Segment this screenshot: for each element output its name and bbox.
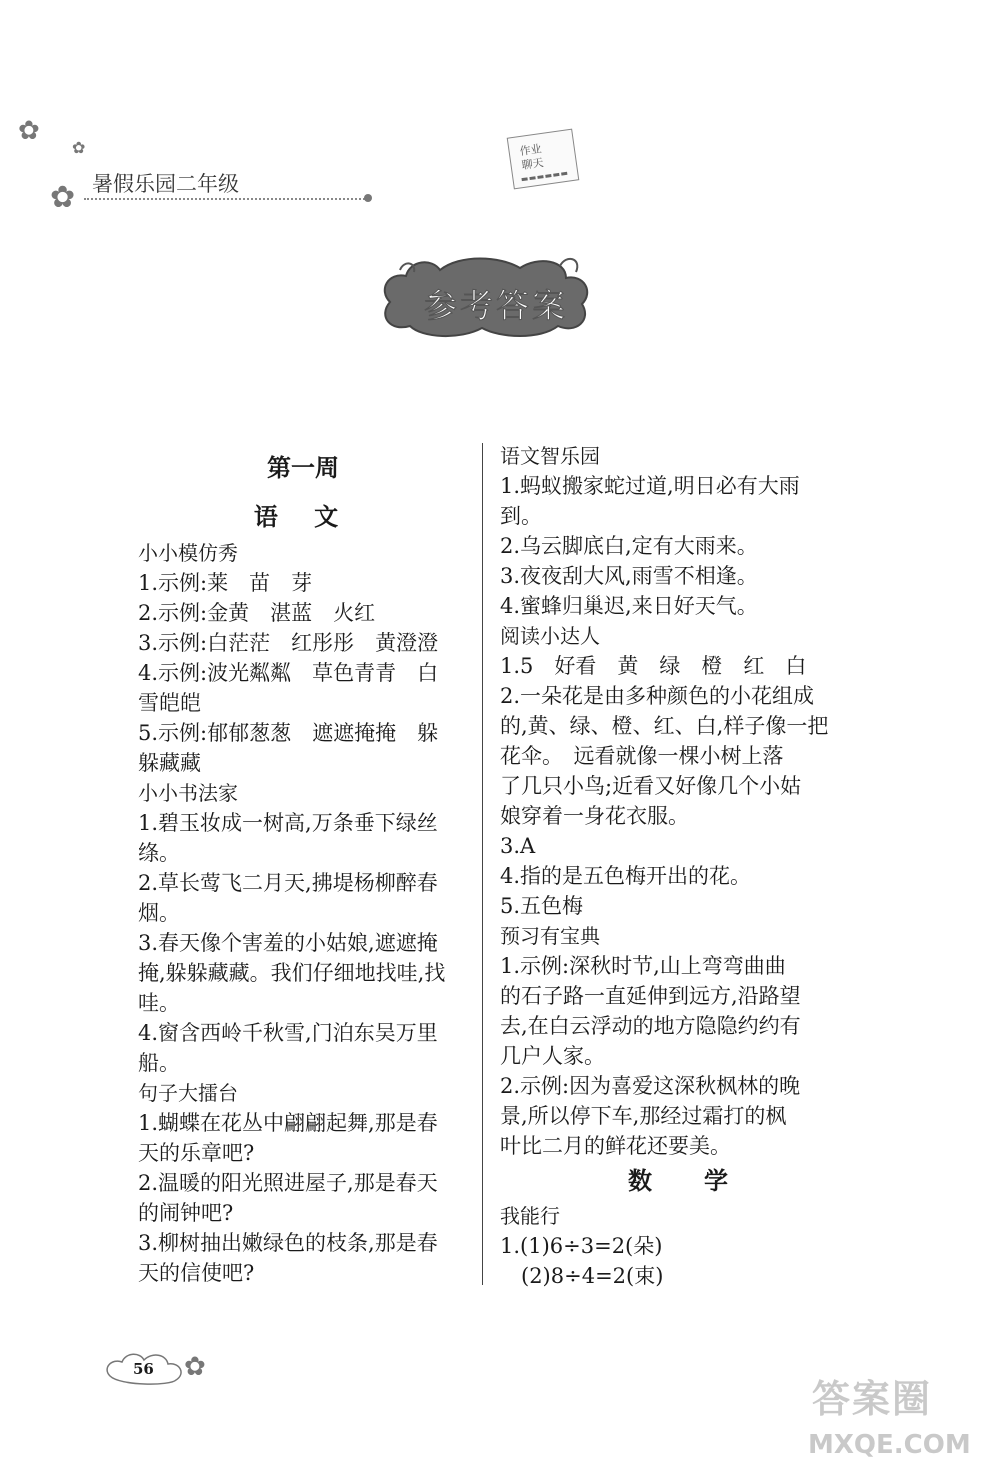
page-number: 56 [133,1360,154,1378]
section-heading: 小小模仿秀 [138,541,238,565]
watermark-logo: 答案圈 [812,1377,933,1421]
stamp-text-1: 作业 [518,142,543,159]
answer-line: 4.示例:波光粼粼 草色青青 白 [138,661,439,685]
section-heading: 预习有宝典 [500,924,600,948]
answer-line: 烟。 [138,901,180,925]
flower-icon: ✿ [184,1352,206,1382]
flower-icon: ✿ [18,116,40,146]
flower-icon: ✿ [50,180,76,215]
header-divider-dot [364,194,372,202]
column-divider [482,443,483,1285]
section-heading: 阅读小达人 [500,624,600,648]
answer-line: 4.窗含西岭千秋雪,门泊东吴万里 [138,1021,438,1045]
answer-line: (2)8÷4=2(束) [500,1264,664,1288]
section-heading: 句子大擂台 [138,1081,238,1105]
answer-line: 叶比二月的鲜花还要美。 [500,1134,731,1158]
stamp-text-2: 聊天 [520,156,545,172]
answer-line: 1.(1)6÷3=2(朵) [500,1234,663,1258]
answer-line: 去,在白云浮动的地方隐隐约约有 [500,1014,801,1038]
right-answer-list-b [500,1201,845,1291]
left-answer-list [138,538,468,1288]
stamp-graphic [507,129,580,190]
answer-line: 4.蜜蜂归巢迟,来日好天气。 [500,594,758,618]
answer-line: 3.示例:白茫茫 红彤彤 黄澄澄 [138,631,439,655]
answer-line: 掩,躲躲藏藏。我们仔细地找哇,找 [138,961,446,985]
watermark-url: MXQE.COM [808,1430,971,1460]
right-answer-list-a [500,441,845,1161]
answer-line: 的闹钟吧? [138,1201,234,1225]
answer-line: 几户人家。 [500,1044,605,1068]
answer-line: 5.示例:郁郁葱葱 遮遮掩掩 躲 [138,721,439,745]
subject-chinese: 语 文 [253,502,353,531]
answer-line: 1.蝴蝶在花丛中翩翩起舞,那是春 [138,1111,438,1135]
answer-line: 2.乌云脚底白,定有大雨来。 [500,534,758,558]
answer-line: 哇。 [138,991,180,1015]
section-heading: 我能行 [500,1204,560,1228]
answer-line: 的,黄、绿、橙、红、白,样子像一把 [500,714,829,738]
answer-line: 1.5 好看 黄 绿 橙 红 白 [500,654,807,678]
answer-line: 天的信使吧? [138,1261,255,1285]
answer-line: 1.蚂蚁搬家蛇过道,明日必有大雨 [500,474,800,498]
answer-line: 5.五色梅 [500,894,584,918]
answer-line: 了几只小鸟;近看又好像几个小姑 [500,774,802,798]
header-divider [84,198,368,200]
answer-line: 3.柳树抽出嫩绿色的枝条,那是春 [138,1231,438,1255]
answer-line: 2.示例:金黄 湛蓝 火红 [138,601,376,625]
answer-line: 3.A [500,834,536,858]
week-title: 第一周 [267,453,339,482]
answer-line: 天的乐章吧? [138,1141,255,1165]
answer-line: 2.温暖的阳光照进屋子,那是春天 [138,1171,438,1195]
answer-badge-title: 参考答案 [424,286,568,325]
section-heading: 小小书法家 [138,781,238,805]
answer-line: 1.示例:莱 苗 芽 [138,571,313,595]
answer-line: 绦。 [138,841,180,865]
section-heading: 语文智乐园 [500,444,600,468]
answer-line: 4.指的是五色梅开出的花。 [500,864,752,888]
answer-line: 2.示例:因为喜爱这深秋枫林的晚 [500,1074,801,1098]
answer-line: 到。 [500,504,542,528]
answer-line: 娘穿着一身花衣服。 [500,804,689,828]
answer-line: 船。 [138,1051,180,1075]
answer-line: 1.示例:深秋时节,山上弯弯曲曲 [500,954,786,978]
flower-icon: ✿ [72,138,86,157]
subject-math: 数 学 [628,1166,742,1195]
answer-line: 花伞。 远看就像一棵小树上落 [500,744,784,768]
left-column [138,440,468,1288]
answer-line: 的石子路一直延伸到远方,沿路望 [500,984,801,1008]
right-column [500,441,845,1291]
book-title: 暑假乐园二年级 [92,172,239,196]
answer-line: 雪皑皑 [138,691,201,715]
answer-line: 2.草长莺飞二月天,拂堤杨柳醉春 [138,871,438,895]
answer-line: 景,所以停下车,那经过霜打的枫 [500,1104,787,1128]
answer-line: 3.春天像个害羞的小姑娘,遮遮掩 [138,931,438,955]
answer-line: 3.夜夜刮大风,雨雪不相逢。 [500,564,758,588]
answer-line: 1.碧玉妆成一树高,万条垂下绿丝 [138,811,438,835]
answer-line: 2.一朵花是由多种颜色的小花组成 [500,684,815,708]
answer-line: 躲藏藏 [138,751,201,775]
